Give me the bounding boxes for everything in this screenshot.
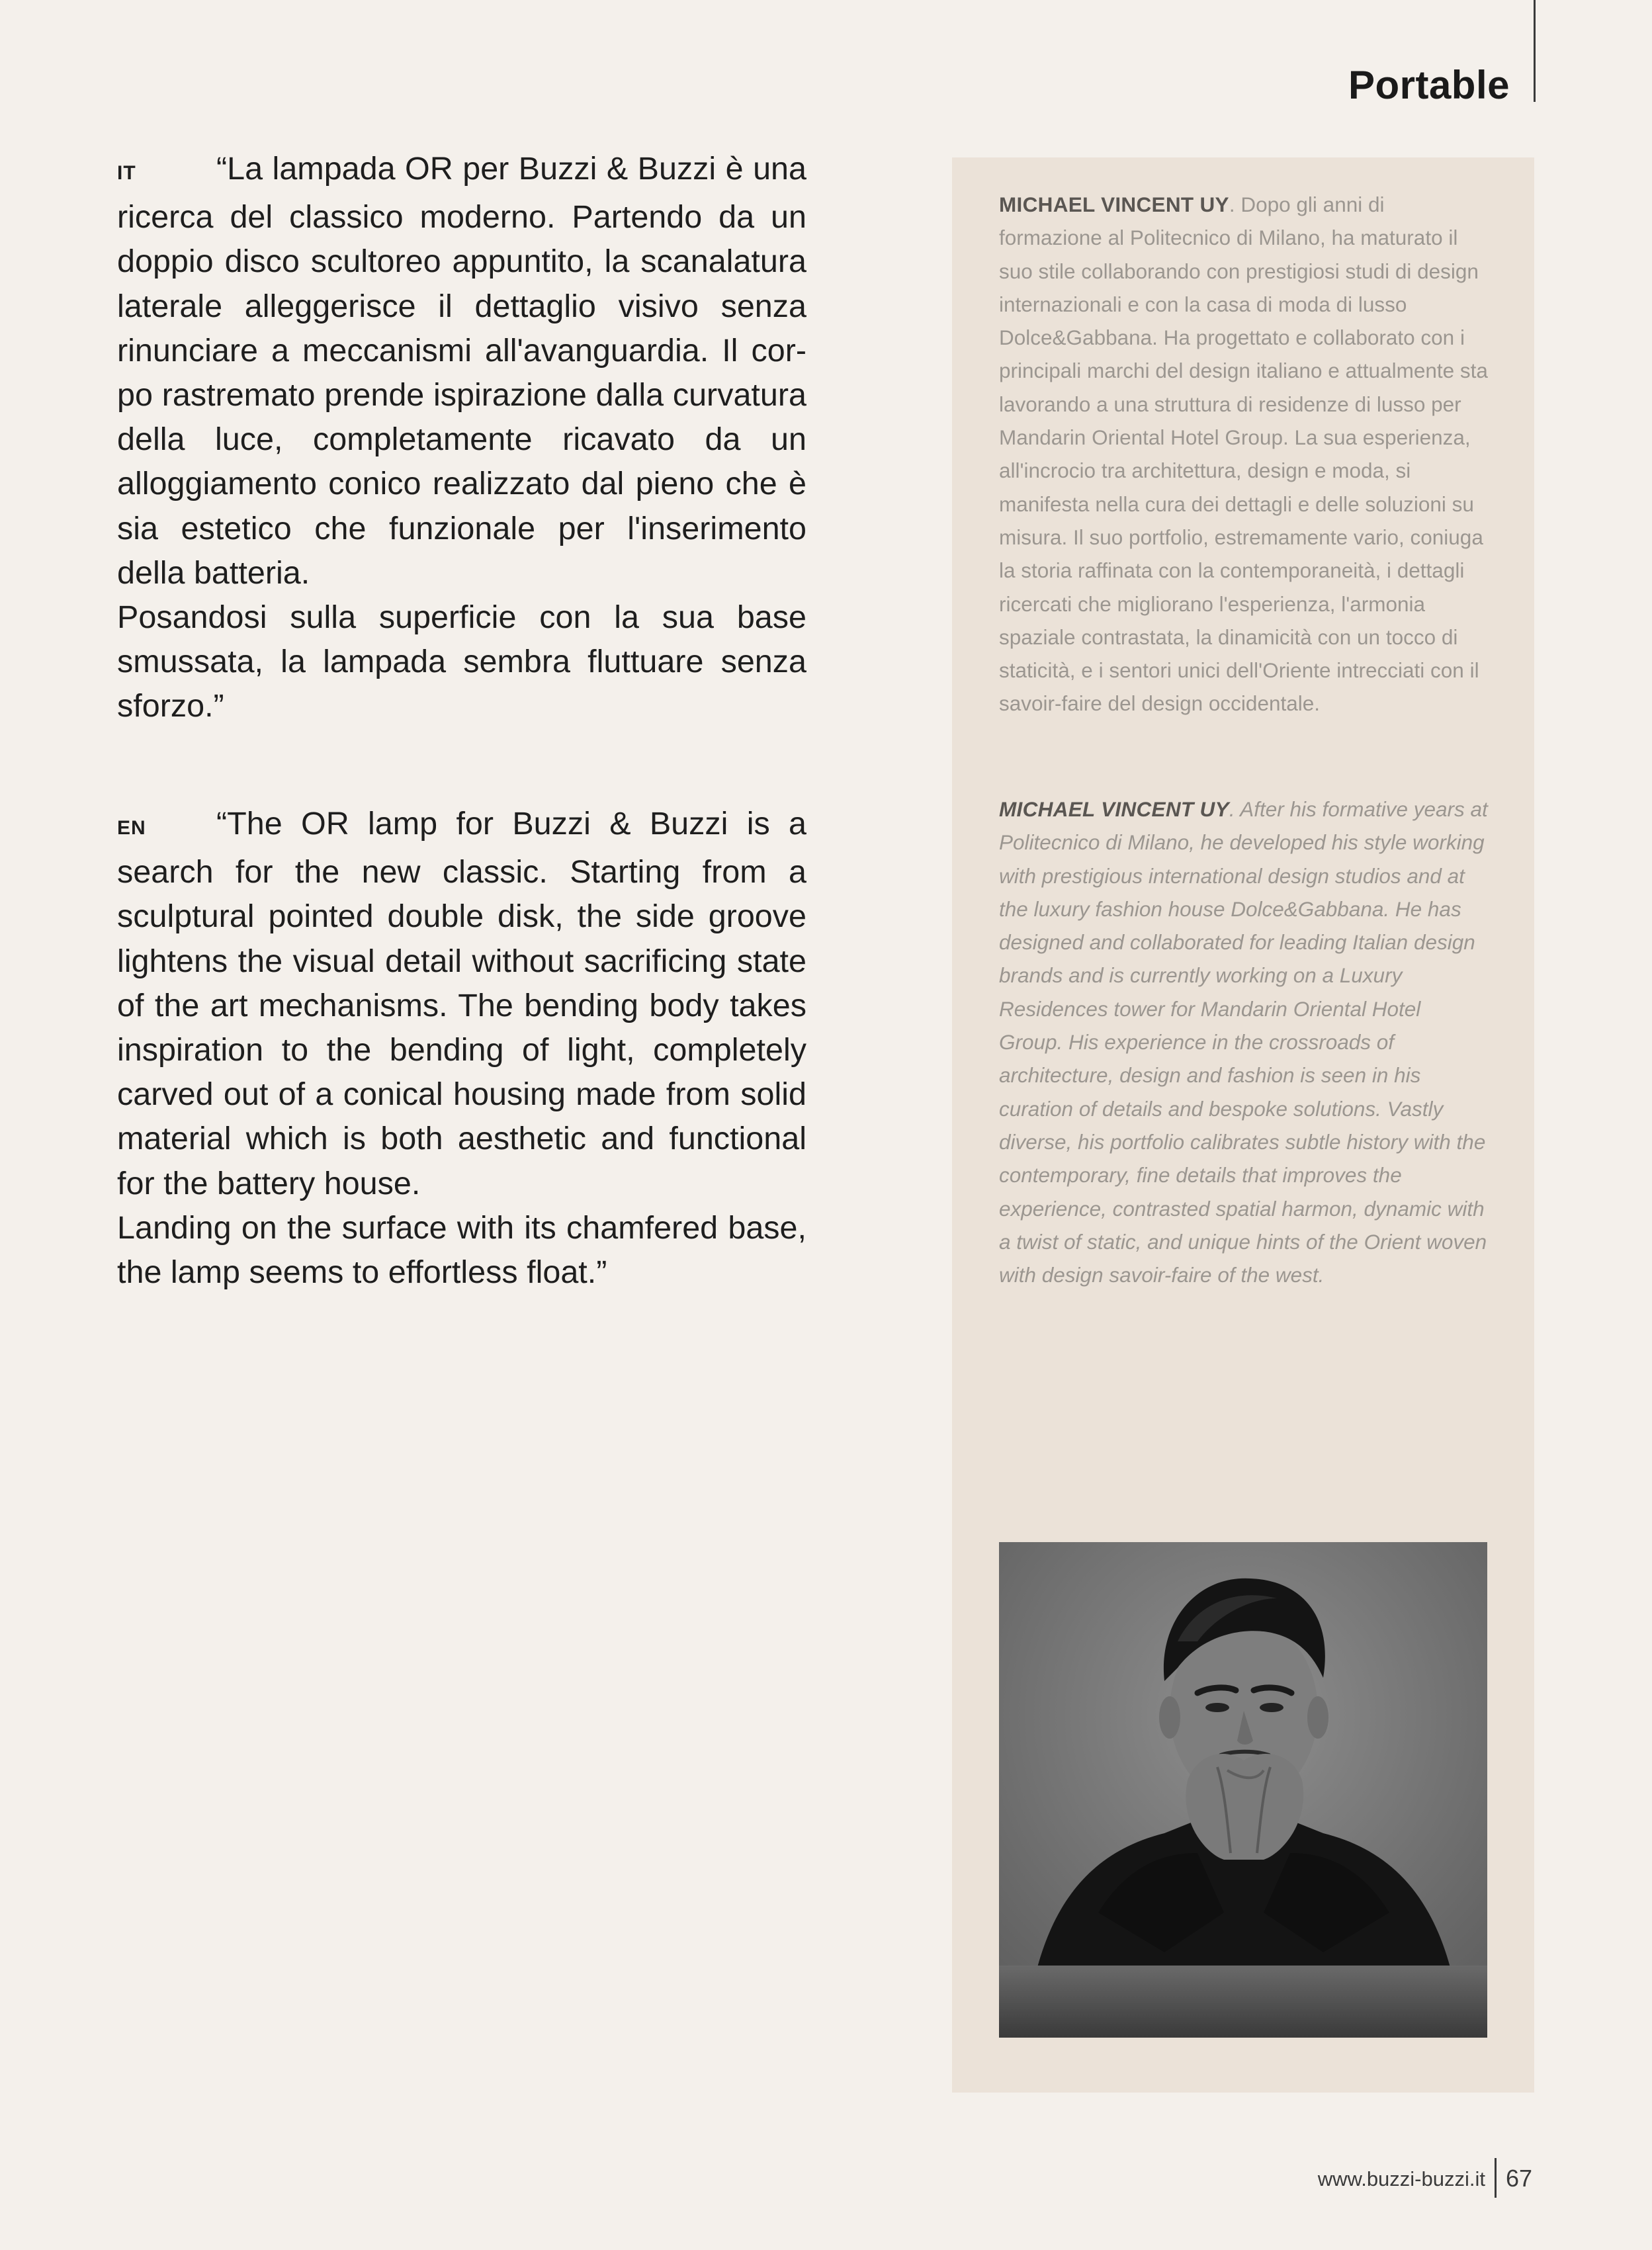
- quote-italian-text-1: “La lampada OR per Buzzi & Buzzi è una ricerca del classico moderno. Partendo da un doppio disco scultoreo appuntito, la scanalatura laterale alleggerisce il dettaglio visivo senza rinunciare a meccanismi all'avanguardia. Il corpo rastremato prende ispirazione dalla curvatura della luce, completamente ricavato da un alloggiamento conico realizzato dal pieno che è sia estetico che funzionale per l'inserimento della batteria.: [117, 151, 806, 591]
- quote-english-paragraph-1: [117, 802, 806, 1206]
- quote-italian: [117, 147, 806, 729]
- section-title: Portable: [1348, 63, 1510, 107]
- footer-divider: [1495, 2158, 1497, 2198]
- designer-name-en: MICHAEL VINCENT UY: [999, 797, 1229, 821]
- quote-english: [117, 802, 806, 1295]
- footer-website: www.buzzi-buzzi.it: [1317, 2167, 1485, 2190]
- page-number: 67: [1506, 2165, 1533, 2192]
- language-tag-it: IT: [117, 162, 136, 184]
- designer-portrait-photo: [999, 1542, 1487, 2038]
- top-divider: [1534, 0, 1536, 102]
- quote-italian-paragraph-1: [117, 147, 806, 595]
- designer-bio-english: [999, 793, 1489, 1291]
- designer-bio-english-text: . After his formative years at Politecnico di Milano, he developed his style working with prestigious international design studios and at the luxury fashion house Dolce&Gabbana. He has designed and collaborated for leading Italian design brands and is currently working on a Luxury Residences tower for Mandarin Oriental Hotel Group. His experience in the crossroads of architecture, design and fashion is seen in his curation of details and bespoke solutions. Vastly diverse, his portfolio calibrates subtle history with the contemporary, fine details that improves the experience, contrasted spatial harmon, dynamic with a twist of static, and unique hints of the Orient woven with design savoir-faire of the west.: [999, 797, 1488, 1287]
- quote-italian-paragraph-2: Posandosi sulla superficie con la sua base smussata, la lampada sembra fluttuare senza sforzo.”: [117, 599, 806, 724]
- portrait-illustration: [999, 1542, 1487, 2038]
- quote-english-paragraph-2: Landing on the surface with its chamfered base, the lamp seems to effortless float.”: [117, 1209, 806, 1291]
- designer-name-it: MICHAEL VINCENT UY: [999, 193, 1229, 216]
- language-tag-en: EN: [117, 817, 146, 839]
- designer-bio-italian-text: . Dopo gli anni di formazione al Politecnico di Milano, ha maturato il suo stile collaborando con prestigiosi studi di design internazionali e con la casa di moda di lusso Dolce&Gabbana. Ha progettato e collaborato con i principali marchi del design italiano e attualmente sta lavorando a una struttura di residenze di lusso per Mandarin Oriental Hotel Group. La sua esperienza, all'incrocio tra architettura, design e moda, si manifesta nella cura dei dettagli e delle soluzioni su misura. Il suo portfolio, estremamente vario, coniuga la storia raffinata con la contemporaneità, i dettagli ricercati che migliorano l'esperienza, l'armonia spaziale contrastata, la dinamicità con un tocco di staticità, e i sentori unici dell'Oriente intrecciati con il savoir-faire del design occidentale.: [999, 193, 1488, 716]
- designer-bio-italian: [999, 188, 1489, 720]
- quote-english-text-1: “The OR lamp for Buzzi & Buzzi is a search for the new classic. Starting from a sculptural pointed double disk, the side groove lightens the visual detail without sacrificing state of the art mechanisms. The bending body takes inspiration to the bending of light, completely carved out of a conical housing made from solid material which is both aesthetic and functional for the battery house.: [117, 806, 806, 1201]
